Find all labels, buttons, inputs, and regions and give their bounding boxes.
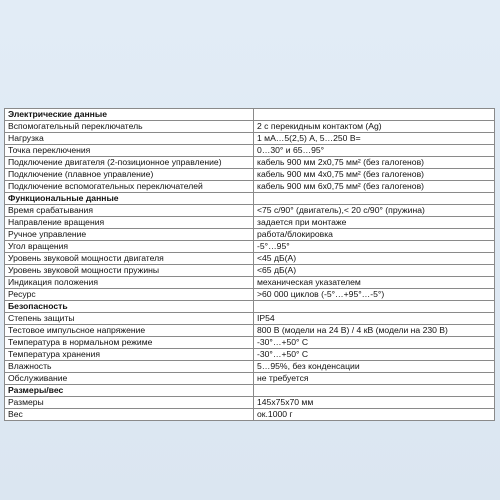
parameter-name: Угол вращения bbox=[5, 241, 254, 253]
parameter-name: Температура в нормальном режиме bbox=[5, 337, 254, 349]
table-row bbox=[5, 241, 495, 253]
table-row bbox=[5, 157, 495, 169]
parameter-value: кабель 900 мм 4х0,75 мм² (без галогенов) bbox=[254, 169, 495, 181]
section-title: Функциональные данные bbox=[5, 193, 254, 205]
table-row bbox=[5, 169, 495, 181]
parameter-name: Подключение вспомогательных переключателей bbox=[5, 181, 254, 193]
parameter-name: Уровень звуковой мощности пружины bbox=[5, 265, 254, 277]
parameter-name: Размеры bbox=[5, 397, 254, 409]
parameter-name: Влажность bbox=[5, 361, 254, 373]
parameter-value: <65 дБ(А) bbox=[254, 265, 495, 277]
parameter-name: Ресурс bbox=[5, 289, 254, 301]
table-row bbox=[5, 121, 495, 133]
table-row bbox=[5, 337, 495, 349]
section-title: Безопасность bbox=[5, 301, 254, 313]
parameter-value: работа/блокировка bbox=[254, 229, 495, 241]
parameter-name: Нагрузка bbox=[5, 133, 254, 145]
parameter-name: Ручное управление bbox=[5, 229, 254, 241]
parameter-value: >60 000 циклов (-5°…+95°…-5°) bbox=[254, 289, 495, 301]
parameter-value: ок.1000 г bbox=[254, 409, 495, 421]
parameter-name: Температура хранения bbox=[5, 349, 254, 361]
parameter-value: 1 мА…5(2,5) А, 5…250 В= bbox=[254, 133, 495, 145]
parameter-name: Подключение двигателя (2-позиционное управление) bbox=[5, 157, 254, 169]
parameter-name: Подключение (плавное управление) bbox=[5, 169, 254, 181]
parameter-value: <75 с/90° (двигатель),< 20 с/90° (пружина) bbox=[254, 205, 495, 217]
parameter-value: механическая указателем bbox=[254, 277, 495, 289]
parameter-name: Уровень звуковой мощности двигателя bbox=[5, 253, 254, 265]
section-empty-cell bbox=[254, 193, 495, 205]
section-empty-cell bbox=[254, 109, 495, 121]
parameter-value: 145х75х70 мм bbox=[254, 397, 495, 409]
parameter-value: задается при монтаже bbox=[254, 217, 495, 229]
section-header-row bbox=[5, 109, 495, 121]
parameter-name: Время срабатывания bbox=[5, 205, 254, 217]
table-row bbox=[5, 253, 495, 265]
parameter-name: Тестовое импульсное напряжение bbox=[5, 325, 254, 337]
specifications-table-body bbox=[5, 109, 495, 421]
parameter-value: 2 с перекидным контактом (Ag) bbox=[254, 121, 495, 133]
parameter-name: Обслуживание bbox=[5, 373, 254, 385]
table-row bbox=[5, 277, 495, 289]
table-row bbox=[5, 361, 495, 373]
section-header-row bbox=[5, 301, 495, 313]
parameter-value: 5…95%, без конденсации bbox=[254, 361, 495, 373]
section-title: Электрические данные bbox=[5, 109, 254, 121]
table-row bbox=[5, 133, 495, 145]
parameter-value: кабель 900 мм 2х0,75 мм² (без галогенов) bbox=[254, 157, 495, 169]
parameter-name: Направление вращения bbox=[5, 217, 254, 229]
parameter-value: -5°…95° bbox=[254, 241, 495, 253]
table-row bbox=[5, 397, 495, 409]
table-row bbox=[5, 325, 495, 337]
parameter-name: Вспомогательный переключатель bbox=[5, 121, 254, 133]
table-row bbox=[5, 313, 495, 325]
section-header-row bbox=[5, 193, 495, 205]
section-header-row bbox=[5, 385, 495, 397]
specifications-table bbox=[4, 108, 495, 421]
table-row bbox=[5, 145, 495, 157]
parameter-name: Степень защиты bbox=[5, 313, 254, 325]
table-row bbox=[5, 349, 495, 361]
section-empty-cell bbox=[254, 385, 495, 397]
table-row bbox=[5, 181, 495, 193]
section-title: Размеры/вес bbox=[5, 385, 254, 397]
parameter-value: IP54 bbox=[254, 313, 495, 325]
section-empty-cell bbox=[254, 301, 495, 313]
parameter-value: 800 В (модели на 24 В) / 4 кВ (модели на 230 В) bbox=[254, 325, 495, 337]
table-row bbox=[5, 409, 495, 421]
parameter-name: Индикация положения bbox=[5, 277, 254, 289]
parameter-value: <45 дБ(А) bbox=[254, 253, 495, 265]
parameter-value: не требуется bbox=[254, 373, 495, 385]
parameter-value: -30°…+50° С bbox=[254, 349, 495, 361]
table-row bbox=[5, 229, 495, 241]
table-row bbox=[5, 265, 495, 277]
table-row bbox=[5, 217, 495, 229]
table-row bbox=[5, 289, 495, 301]
parameter-name: Вес bbox=[5, 409, 254, 421]
table-row bbox=[5, 205, 495, 217]
parameter-value: -30°…+50° С bbox=[254, 337, 495, 349]
parameter-name: Точка переключения bbox=[5, 145, 254, 157]
table-row bbox=[5, 373, 495, 385]
parameter-value: кабель 900 мм 6х0,75 мм² (без галогенов) bbox=[254, 181, 495, 193]
parameter-value: 0…30° и 65…95° bbox=[254, 145, 495, 157]
